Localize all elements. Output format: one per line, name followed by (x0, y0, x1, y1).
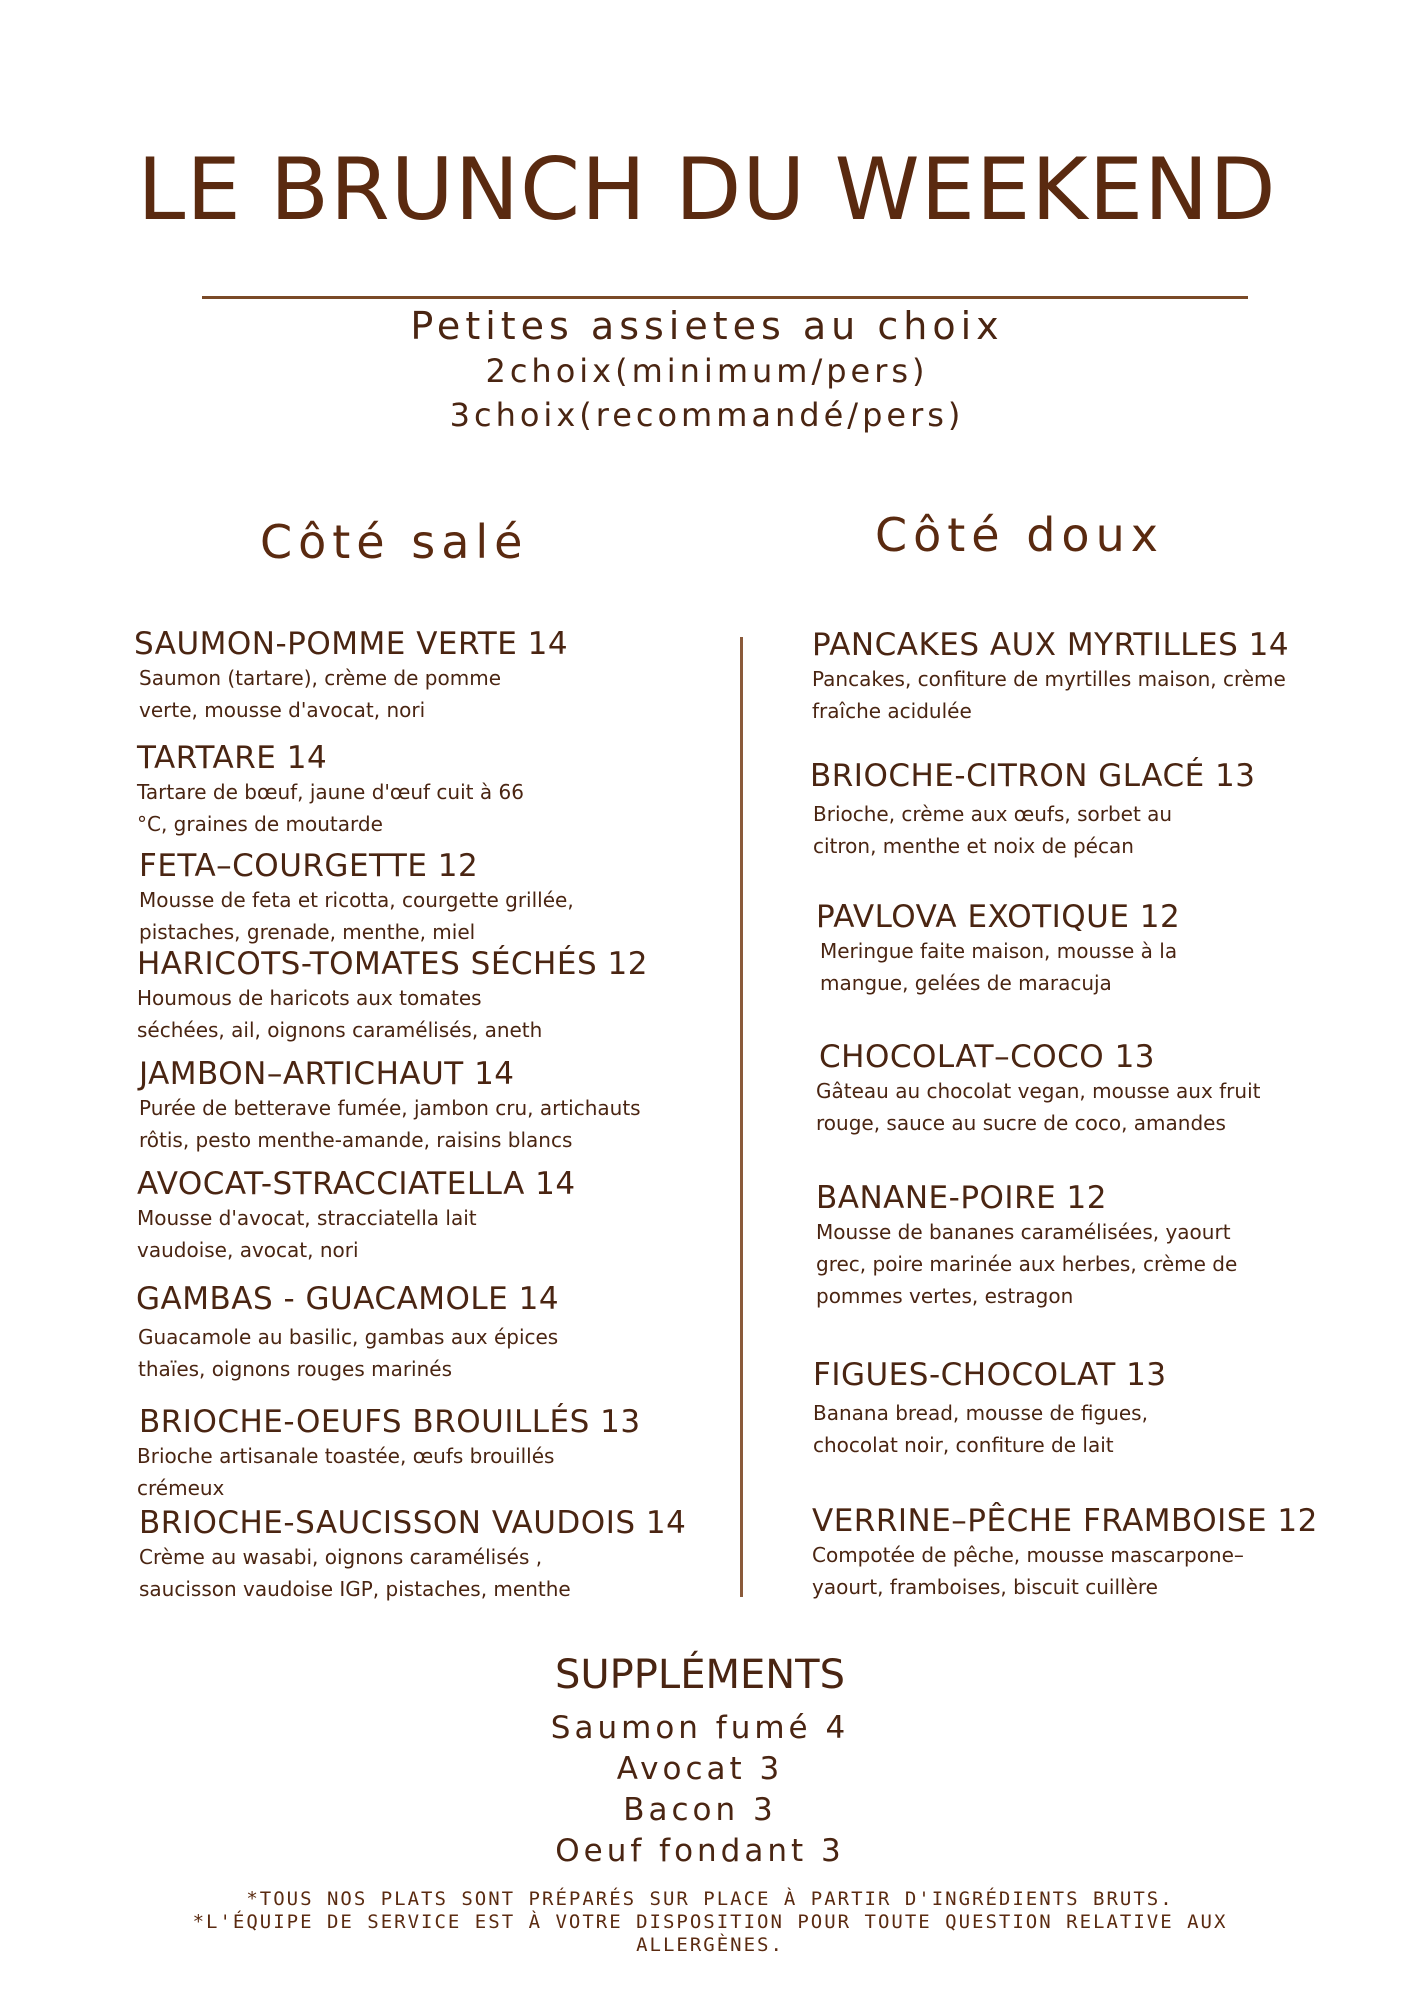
dish-name: JAMBON–ARTICHAUT 14 (139, 1056, 515, 1092)
menu-subtitle: Petites assietes au choix (410, 304, 1004, 348)
dish-description: Gâteau au chocolat vegan, mousse aux fruit rouge, sauce au sucre de coco, amandes (816, 1079, 1261, 1135)
dish-name: VERRINE–PÊCHE FRAMBOISE 12 (812, 1503, 1318, 1539)
footer-notes (160, 1888, 1260, 1957)
menu-title: LE BRUNCH DU WEEKEND (137, 140, 1277, 240)
dish-name: BANANE-POIRE 12 (816, 1180, 1107, 1216)
dish-description: Brioche, crème aux œufs, sorbet au citron, menthe et noix de pécan (813, 802, 1173, 858)
dish-name: TARTARE 14 (137, 740, 328, 776)
dish-description: Mousse de bananes caramélisées, yaourt grec, poire marinée aux herbes, crème de pommes vertes, estragon (816, 1220, 1238, 1308)
savory-heading: Côté salé (260, 515, 529, 569)
dish-name: BRIOCHE-CITRON GLACÉ 13 (810, 758, 1256, 794)
savory-item (137, 946, 648, 1046)
supplement-item: Avocat 3 (616, 1751, 784, 1787)
dish-description: Mousse d'avocat, stracciatella lait vaudoise, avocat, nori (137, 1206, 477, 1262)
sweet-heading: Côté doux (875, 508, 1164, 562)
dish-description: Saumon (tartare), crème de pomme verte, mousse d'avocat, nori (139, 666, 501, 722)
sweet-item (813, 1357, 1167, 1461)
sweet-item (812, 627, 1289, 727)
title-divider (202, 296, 1248, 299)
sweet-item (812, 1503, 1318, 1603)
dish-name: AVOCAT-STRACCIATELLA 14 (137, 1166, 576, 1202)
savory-item (139, 1404, 641, 1504)
dish-description: Brioche artisanale toastée, œufs brouillés crémeux (137, 1444, 555, 1500)
supplement-item: Bacon 3 (623, 1792, 777, 1828)
supplement-item: Oeuf fondant 3 (555, 1833, 845, 1869)
dish-description: Banana bread, mousse de figues, chocolat noir, confiture de lait (813, 1401, 1148, 1457)
dish-name: FETA–COURGETTE 12 (139, 848, 479, 884)
dish-name: PANCAKES AUX MYRTILLES 14 (812, 627, 1290, 663)
savory-item (139, 1505, 686, 1605)
dish-description: Compotée de pêche, mousse mascarpone– yaourt, framboises, biscuit cuillère (812, 1543, 1244, 1599)
sweet-item (816, 1180, 1237, 1312)
dish-name: PAVLOVA EXOTIQUE 12 (816, 899, 1181, 935)
dish-description: Purée de betterave fumée, jambon cru, artichauts rôtis, pesto menthe-amande, raisins blancs (139, 1096, 641, 1152)
sweet-item (816, 1039, 1261, 1139)
supplement-item: Saumon fumé 4 (550, 1710, 850, 1746)
supplements-list (0, 1708, 1400, 1872)
savory-item (137, 1166, 576, 1266)
choice-minimum: 2choix(minimum/pers) (485, 352, 929, 390)
dish-description: Tartare de bœuf, jaune d'œuf cuit à 66 °C, graines de moutarde (137, 780, 524, 836)
dish-description: Crème au wasabi, oignons caramélisés , saucisson vaudoise IGP, pistaches, menthe (139, 1545, 571, 1601)
note-line: *TOUS NOS PLATS SONT PRÉPARÉS SUR PLACE À PARTIR D'INGRÉDIENTS BRUTS. (246, 1888, 1174, 1910)
sweet-item (816, 899, 1180, 999)
supplements-heading: SUPPLÉMENTS (555, 1652, 845, 1698)
dish-name: BRIOCHE-SAUCISSON VAUDOIS 14 (139, 1505, 687, 1541)
savory-item (139, 848, 574, 948)
dish-name: BRIOCHE-OEUFS BROUILLÉS 13 (139, 1404, 641, 1440)
dish-name: CHOCOLAT–COCO 13 (819, 1039, 1156, 1075)
savory-item (136, 1281, 559, 1385)
dish-description: Pancakes, confiture de myrtilles maison, crème fraîche acidulée (812, 667, 1286, 723)
dish-name: HARICOTS-TOMATES SÉCHÉS 12 (137, 946, 648, 982)
savory-item (134, 626, 568, 726)
dish-description: Houmous de haricots aux tomates séchées, ail, oignons caramélisés, aneth (137, 986, 543, 1042)
dish-name: GAMBAS - GUACAMOLE 14 (136, 1281, 560, 1317)
dish-name: FIGUES-CHOCOLAT 13 (813, 1357, 1167, 1393)
dish-description: Guacamole au basilic, gambas aux épices thaïes, oignons rouges marinés (138, 1325, 559, 1381)
savory-item (137, 740, 524, 840)
dish-description: Mousse de feta et ricotta, courgette grillée, pistaches, grenade, menthe, miel (139, 888, 574, 944)
dish-name: SAUMON-POMME VERTE 14 (134, 626, 569, 662)
sweet-item (810, 758, 1256, 862)
savory-item (139, 1056, 641, 1156)
choice-recommended: 3choix(recommandé/pers) (449, 396, 965, 434)
column-divider (740, 637, 743, 1597)
dish-description: Meringue faite maison, mousse à la mangue, gelées de maracuja (820, 939, 1178, 995)
note-line: *L'ÉQUIPE DE SERVICE EST À VOTRE DISPOSITION POUR TOUTE QUESTION RELATIVE AUX ALLERGÈNES. (192, 1911, 1228, 1956)
